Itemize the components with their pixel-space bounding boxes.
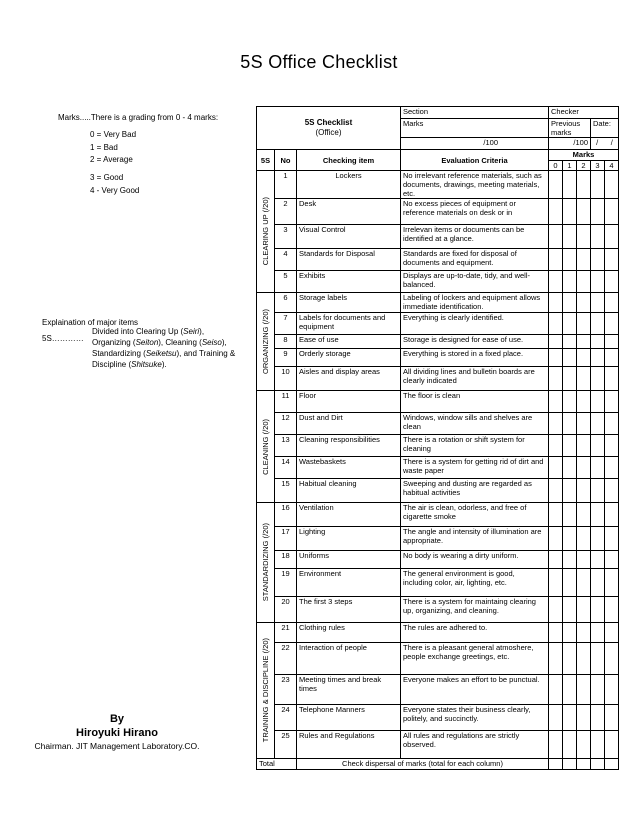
mark-cell-3[interactable] <box>591 349 605 367</box>
mark-cell-4[interactable] <box>605 435 619 457</box>
mark-cell-4[interactable] <box>605 457 619 479</box>
evaluation-criteria: Irrelevan items or documents can be identified at a glance. <box>401 225 549 249</box>
total-cell-4[interactable] <box>605 759 619 770</box>
mark-cell-2[interactable] <box>577 503 591 527</box>
mark-cell-3[interactable] <box>591 731 605 759</box>
row-number: 15 <box>275 479 297 503</box>
mark-cell-1[interactable] <box>563 457 577 479</box>
mark-cell-2[interactable] <box>577 569 591 597</box>
row-number: 13 <box>275 435 297 457</box>
page-title: 5S Office Checklist <box>240 52 398 72</box>
row-number: 24 <box>275 705 297 731</box>
mark-cell-3[interactable] <box>591 675 605 705</box>
evaluation-criteria: Everything is stored in a fixed place. <box>401 349 549 367</box>
grade-1: 1 = Bad <box>90 143 118 152</box>
mark-cell-1[interactable] <box>563 597 577 623</box>
row-number: 2 <box>275 199 297 225</box>
mark-cell-0[interactable] <box>549 271 563 293</box>
evaluation-criteria: There is a rotation or shift system for cleaning <box>401 435 549 457</box>
table-row <box>257 457 619 479</box>
mark-cell-4[interactable] <box>605 527 619 551</box>
marks-value[interactable]: /100 <box>401 138 549 150</box>
mark-cell-4[interactable] <box>605 225 619 249</box>
mark-cell-3[interactable] <box>591 527 605 551</box>
mark-cell-0[interactable] <box>549 435 563 457</box>
mark-cell-1[interactable] <box>563 271 577 293</box>
row-number: 3 <box>275 225 297 249</box>
checking-item: Visual Control <box>297 225 401 249</box>
evaluation-criteria: All rules and regulations are strictly observed. <box>401 731 549 759</box>
total-label: Total <box>257 759 297 770</box>
mark-cell-3[interactable] <box>591 171 605 199</box>
table-row <box>257 569 619 597</box>
table-row <box>257 313 619 335</box>
mark-cell-2[interactable] <box>577 705 591 731</box>
checking-item: Storage labels <box>297 293 401 313</box>
mark-col-1: 1 <box>563 161 577 171</box>
row-number: 1 <box>275 171 297 199</box>
table-row <box>257 435 619 457</box>
mark-cell-2[interactable] <box>577 391 591 413</box>
mark-cell-4[interactable] <box>605 731 619 759</box>
row-number: 17 <box>275 527 297 551</box>
mark-cell-2[interactable] <box>577 271 591 293</box>
table-row <box>257 551 619 569</box>
checking-item: Wastebaskets <box>297 457 401 479</box>
mark-cell-1[interactable] <box>563 413 577 435</box>
mark-cell-0[interactable] <box>549 569 563 597</box>
mark-cell-4[interactable] <box>605 367 619 391</box>
mark-cell-1[interactable] <box>563 293 577 313</box>
mark-cell-3[interactable] <box>591 293 605 313</box>
checking-item: Meeting times and break times <box>297 675 401 705</box>
table-row <box>257 503 619 527</box>
col-header-no: No <box>275 150 297 171</box>
evaluation-criteria: No irrelevant reference materials, such as documents, drawings, meeting materials, etc. <box>401 171 549 199</box>
table-row <box>257 271 619 293</box>
table-row <box>257 171 619 199</box>
checking-item: Telephone Manners <box>297 705 401 731</box>
mark-cell-0[interactable] <box>549 199 563 225</box>
table-row <box>257 643 619 675</box>
evaluation-criteria: Sweeping and dusting are regarded as habitual activities <box>401 479 549 503</box>
author-name: Hiroyuki Hirano <box>76 727 158 739</box>
mark-cell-1[interactable] <box>563 391 577 413</box>
mark-cell-1[interactable] <box>563 367 577 391</box>
row-number: 14 <box>275 457 297 479</box>
mark-cell-0[interactable] <box>549 623 563 643</box>
mark-cell-0[interactable] <box>549 293 563 313</box>
section-label-cell <box>257 623 275 759</box>
checklist-table <box>256 106 619 770</box>
mark-cell-3[interactable] <box>591 367 605 391</box>
mark-cell-0[interactable] <box>549 313 563 335</box>
mark-cell-3[interactable] <box>591 413 605 435</box>
mark-cell-1[interactable] <box>563 551 577 569</box>
mark-cell-3[interactable] <box>591 271 605 293</box>
mark-cell-2[interactable] <box>577 479 591 503</box>
mark-cell-1[interactable] <box>563 527 577 551</box>
mark-cell-4[interactable] <box>605 391 619 413</box>
row-number: 6 <box>275 293 297 313</box>
mark-cell-2[interactable] <box>577 171 591 199</box>
mark-cell-4[interactable] <box>605 623 619 643</box>
table-row <box>257 731 619 759</box>
section-label-cell <box>257 171 275 293</box>
mark-cell-2[interactable] <box>577 435 591 457</box>
mark-cell-0[interactable] <box>549 643 563 675</box>
col-header-marks: Marks <box>549 150 619 161</box>
mark-cell-0[interactable] <box>549 503 563 527</box>
mark-cell-4[interactable] <box>605 705 619 731</box>
mark-cell-2[interactable] <box>577 413 591 435</box>
mark-cell-1[interactable] <box>563 349 577 367</box>
section-label: ORGANIZING (/20) <box>261 308 270 374</box>
table-row <box>257 225 619 249</box>
mark-cell-1[interactable] <box>563 569 577 597</box>
mark-cell-1[interactable] <box>563 199 577 225</box>
checklist-title-cell <box>257 107 401 150</box>
mark-cell-3[interactable] <box>591 249 605 271</box>
table-row <box>257 597 619 623</box>
mark-cell-3[interactable] <box>591 435 605 457</box>
checking-item: Standards for Disposal <box>297 249 401 271</box>
col-header-5s: 5S <box>257 150 275 171</box>
mark-cell-0[interactable] <box>549 225 563 249</box>
table-row <box>257 335 619 349</box>
evaluation-criteria: Everything is clearly identified. <box>401 313 549 335</box>
row-number: 22 <box>275 643 297 675</box>
checking-item: Labels for documents and equipment <box>297 313 401 335</box>
checking-item: Habitual cleaning <box>297 479 401 503</box>
mark-cell-4[interactable] <box>605 569 619 597</box>
author-by: By <box>109 713 125 725</box>
mark-cell-3[interactable] <box>591 569 605 597</box>
mark-cell-4[interactable] <box>605 199 619 225</box>
mark-cell-0[interactable] <box>549 479 563 503</box>
row-number: 18 <box>275 551 297 569</box>
mark-cell-0[interactable] <box>549 551 563 569</box>
row-number: 16 <box>275 503 297 527</box>
col-header-item: Checking item <box>297 150 401 171</box>
evaluation-criteria: Standards are fixed for disposal of documents and equipment. <box>401 249 549 271</box>
mark-cell-3[interactable] <box>591 623 605 643</box>
evaluation-criteria: Windows, window sills and shelves are clean <box>401 413 549 435</box>
table-row <box>257 249 619 271</box>
total-cell-0[interactable] <box>549 759 563 770</box>
table-row <box>257 623 619 643</box>
table-row <box>257 349 619 367</box>
checking-item: Ventilation <box>297 503 401 527</box>
checking-item: Desk <box>297 199 401 225</box>
mark-cell-1[interactable] <box>563 503 577 527</box>
mark-cell-4[interactable] <box>605 271 619 293</box>
mark-cell-1[interactable] <box>563 623 577 643</box>
checker-label: Checker <box>549 107 619 119</box>
evaluation-criteria: The general environment is good, including color, air, lighting, etc. <box>401 569 549 597</box>
checking-item: Uniforms <box>297 551 401 569</box>
mark-cell-2[interactable] <box>577 457 591 479</box>
table-row <box>257 527 619 551</box>
row-number: 7 <box>275 313 297 335</box>
mark-col-0: 0 <box>549 161 563 171</box>
checking-item: Orderly storage <box>297 349 401 367</box>
section-label-cell <box>257 293 275 391</box>
mark-cell-1[interactable] <box>563 705 577 731</box>
grade-4: 4 - Very Good <box>90 186 140 195</box>
mark-cell-0[interactable] <box>549 249 563 271</box>
row-number: 25 <box>275 731 297 759</box>
evaluation-criteria: Storage is designed for ease of use. <box>401 335 549 349</box>
row-number: 21 <box>275 623 297 643</box>
mark-cell-0[interactable] <box>549 367 563 391</box>
mark-cell-4[interactable] <box>605 293 619 313</box>
mark-cell-2[interactable] <box>577 293 591 313</box>
total-note: Check dispersal of marks (total for each column) <box>297 759 549 770</box>
mark-cell-4[interactable] <box>605 503 619 527</box>
mark-col-3: 3 <box>591 161 605 171</box>
mark-cell-2[interactable] <box>577 225 591 249</box>
mark-cell-0[interactable] <box>549 527 563 551</box>
previous-marks-value[interactable]: /100 <box>549 138 591 150</box>
row-number: 8 <box>275 335 297 349</box>
mark-col-4: 4 <box>605 161 619 171</box>
explanation-line: Divided into Clearing Up (Seiri), <box>92 327 205 336</box>
checking-item: Dust and Dirt <box>297 413 401 435</box>
evaluation-criteria: Labeling of lockers and equipment allows immediate identification. <box>401 293 549 313</box>
checking-item: Interaction of people <box>297 643 401 675</box>
evaluation-criteria: The air is clean, odorless, and free of cigarette smoke <box>401 503 549 527</box>
checking-item: Environment <box>297 569 401 597</box>
evaluation-criteria: There is a system for maintaing clearing up, organizing, and cleaning. <box>401 597 549 623</box>
section-label-cell <box>257 391 275 503</box>
mark-cell-4[interactable] <box>605 597 619 623</box>
checking-item: Aisles and display areas <box>297 367 401 391</box>
mark-cell-0[interactable] <box>549 413 563 435</box>
explanation-heading: Explaination of major items <box>42 318 139 327</box>
section-label: STANDARDIZING (/20) <box>261 523 270 602</box>
row-number: 10 <box>275 367 297 391</box>
row-number: 23 <box>275 675 297 705</box>
mark-cell-0[interactable] <box>549 391 563 413</box>
mark-cell-2[interactable] <box>577 199 591 225</box>
grade-3: 3 = Good <box>90 173 124 182</box>
explanation-line: Standardizing (Seiketsu), and Training & <box>92 349 236 358</box>
row-number: 19 <box>275 569 297 597</box>
mark-cell-1[interactable] <box>563 313 577 335</box>
mark-cell-4[interactable] <box>605 335 619 349</box>
mark-cell-3[interactable] <box>591 705 605 731</box>
mark-col-2: 2 <box>577 161 591 171</box>
explanation-prefix: 5S………… <box>42 334 84 343</box>
mark-cell-2[interactable] <box>577 249 591 271</box>
evaluation-criteria: Displays are up-to-date, tidy, and well-balanced. <box>401 271 549 293</box>
mark-cell-0[interactable] <box>549 705 563 731</box>
mark-cell-3[interactable] <box>591 225 605 249</box>
evaluation-criteria: There is a system for getting rid of dirt and waste paper <box>401 457 549 479</box>
mark-cell-4[interactable] <box>605 643 619 675</box>
grade-0: 0 = Very Bad <box>90 130 137 139</box>
evaluation-criteria: The rules are adhered to. <box>401 623 549 643</box>
mark-cell-3[interactable] <box>591 199 605 225</box>
mark-cell-1[interactable] <box>563 171 577 199</box>
checklist-title: 5S Checklist <box>304 118 353 127</box>
mark-cell-1[interactable] <box>563 335 577 349</box>
mark-cell-0[interactable] <box>549 349 563 367</box>
mark-cell-2[interactable] <box>577 623 591 643</box>
mark-cell-4[interactable] <box>605 413 619 435</box>
mark-cell-1[interactable] <box>563 479 577 503</box>
row-number: 5 <box>275 271 297 293</box>
total-cell-3[interactable] <box>591 759 605 770</box>
mark-cell-3[interactable] <box>591 643 605 675</box>
col-header-criteria: Evaluation Criteria <box>401 150 549 171</box>
checking-item: Exhibits <box>297 271 401 293</box>
checking-item: Lighting <box>297 527 401 551</box>
mark-cell-2[interactable] <box>577 349 591 367</box>
mark-cell-2[interactable] <box>577 731 591 759</box>
checking-item: Lockers <box>297 171 401 199</box>
mark-cell-1[interactable] <box>563 225 577 249</box>
checking-item: The first 3 steps <box>297 597 401 623</box>
row-number: 12 <box>275 413 297 435</box>
evaluation-criteria: No excess pieces of equipment or reference materials on desk or in <box>401 199 549 225</box>
checking-item: Rules and Regulations <box>297 731 401 759</box>
mark-cell-0[interactable] <box>549 335 563 349</box>
mark-cell-2[interactable] <box>577 527 591 551</box>
author-role: Chairman. JIT Management Laboratory.CO. <box>34 741 200 751</box>
mark-cell-4[interactable] <box>605 675 619 705</box>
mark-cell-0[interactable] <box>549 171 563 199</box>
table-row <box>257 479 619 503</box>
mark-cell-1[interactable] <box>563 731 577 759</box>
section-label: Section <box>401 107 549 119</box>
mark-cell-0[interactable] <box>549 675 563 705</box>
mark-cell-2[interactable] <box>577 597 591 623</box>
mark-cell-2[interactable] <box>577 643 591 675</box>
marks-intro: Marks.....There is a grading from 0 - 4 marks: <box>58 113 219 122</box>
checklist-subtitle: (Office) <box>315 128 342 137</box>
mark-cell-1[interactable] <box>563 435 577 457</box>
mark-cell-1[interactable] <box>563 249 577 271</box>
mark-cell-2[interactable] <box>577 313 591 335</box>
table-row <box>257 367 619 391</box>
section-label: TRAINING & DISCIPLINE (/20) <box>261 638 270 743</box>
mark-cell-4[interactable] <box>605 313 619 335</box>
mark-cell-4[interactable] <box>605 479 619 503</box>
row-number: 20 <box>275 597 297 623</box>
mark-cell-3[interactable] <box>591 479 605 503</box>
table-row <box>257 413 619 435</box>
date-label: Date: <box>591 119 619 138</box>
checking-item: Floor <box>297 391 401 413</box>
section-label: CLEARING UP (/20) <box>261 197 270 266</box>
marks-label: Marks <box>401 119 549 138</box>
mark-cell-4[interactable] <box>605 551 619 569</box>
mark-cell-0[interactable] <box>549 457 563 479</box>
mark-cell-2[interactable] <box>577 335 591 349</box>
checking-item: Clothing rules <box>297 623 401 643</box>
table-row <box>257 199 619 225</box>
mark-cell-3[interactable] <box>591 597 605 623</box>
row-number: 11 <box>275 391 297 413</box>
mark-cell-3[interactable] <box>591 551 605 569</box>
mark-cell-0[interactable] <box>549 731 563 759</box>
mark-cell-4[interactable] <box>605 171 619 199</box>
table-row <box>257 293 619 313</box>
row-number: 9 <box>275 349 297 367</box>
mark-cell-3[interactable] <box>591 313 605 335</box>
mark-cell-0[interactable] <box>549 597 563 623</box>
evaluation-criteria: No body is wearing a dirty uniform. <box>401 551 549 569</box>
mark-cell-2[interactable] <box>577 675 591 705</box>
evaluation-criteria: The angle and intensity of illumination are appropriate. <box>401 527 549 551</box>
total-cell-2[interactable] <box>577 759 591 770</box>
grade-2: 2 = Average <box>90 155 133 164</box>
mark-cell-1[interactable] <box>563 675 577 705</box>
table-row <box>257 705 619 731</box>
explanation-body <box>92 326 262 370</box>
evaluation-criteria: All dividing lines and bulletin boards are clearly indicated <box>401 367 549 391</box>
total-row <box>257 759 619 770</box>
total-cell-1[interactable] <box>563 759 577 770</box>
row-number: 4 <box>275 249 297 271</box>
previous-marks-label: Previous marks <box>549 119 591 138</box>
evaluation-criteria: There is a pleasant general atmoshere, people exchange greetings, etc. <box>401 643 549 675</box>
evaluation-criteria: The floor is clean <box>401 391 549 413</box>
mark-cell-2[interactable] <box>577 551 591 569</box>
mark-cell-4[interactable] <box>605 249 619 271</box>
section-label-cell <box>257 503 275 623</box>
mark-cell-3[interactable] <box>591 335 605 349</box>
table-row <box>257 391 619 413</box>
explanation-line: Discipline (Shitsuke). <box>92 360 167 369</box>
checking-item: Cleaning responsibilities <box>297 435 401 457</box>
mark-cell-4[interactable] <box>605 349 619 367</box>
checking-item: Ease of use <box>297 335 401 349</box>
evaluation-criteria: Everyone makes an effort to be punctual. <box>401 675 549 705</box>
section-label: CLEANING (/20) <box>261 418 270 475</box>
explanation-line: Organizing (Seiton), Cleaning (Seiso), <box>92 338 227 347</box>
evaluation-criteria: Everyone states their business clearly, politely, and succinctly. <box>401 705 549 731</box>
date-value[interactable]: / / <box>591 138 619 150</box>
mark-cell-3[interactable] <box>591 503 605 527</box>
mark-cell-3[interactable] <box>591 457 605 479</box>
table-row <box>257 675 619 705</box>
mark-cell-1[interactable] <box>563 643 577 675</box>
mark-cell-2[interactable] <box>577 367 591 391</box>
mark-cell-3[interactable] <box>591 391 605 413</box>
